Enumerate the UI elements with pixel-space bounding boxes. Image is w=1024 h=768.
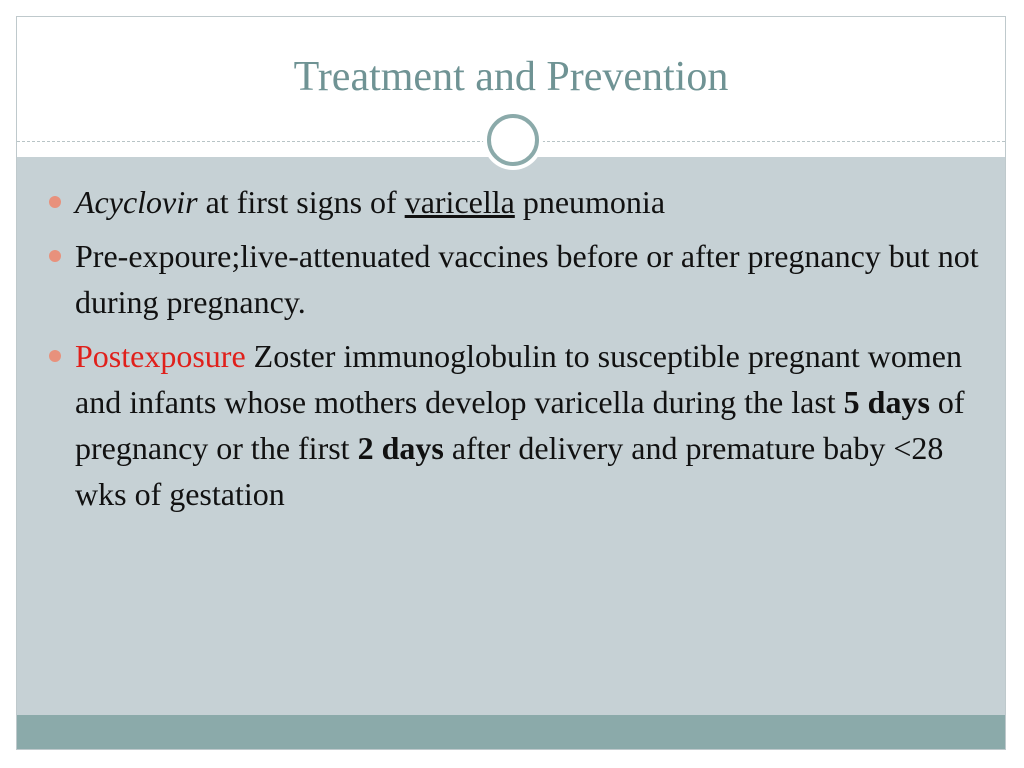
bullet-text: at first signs of <box>197 184 405 220</box>
bullet-item-acyclovir <box>47 179 982 225</box>
slide-title: Treatment and Prevention <box>293 54 729 100</box>
postexposure-label: Postexposure <box>75 338 246 374</box>
divider-circle-icon <box>487 114 539 166</box>
bullet-dot-icon <box>49 350 61 362</box>
bullet-dot-icon <box>49 196 61 208</box>
bullet-text: of pregnancy or the first <box>75 384 965 466</box>
bold-duration: 2 days <box>357 430 444 466</box>
bullet-text: Pre-expoure;live-attenuated vaccines before or after pregnancy but not during pregnancy. <box>75 238 979 320</box>
bullet-text: after delivery and premature baby <28 wks of gestation <box>75 430 944 512</box>
bullet-text: pneumonia <box>514 184 666 220</box>
slide <box>16 16 1006 750</box>
bold-duration: 5 days <box>843 384 930 420</box>
drug-name: Acyclovir <box>75 184 198 220</box>
bullet-item-pre-exposure <box>47 233 982 325</box>
bullet-item-postexposure <box>47 333 982 517</box>
footer-bar <box>17 715 1005 749</box>
bullet-dot-icon <box>49 250 61 262</box>
varicella-link-text: varicella <box>404 184 515 220</box>
bullet-text: Zoster immunoglobulin to susceptible pregnant women and infants whose mothers develop varicella during the last <box>75 338 962 420</box>
bullet-list <box>47 179 982 525</box>
